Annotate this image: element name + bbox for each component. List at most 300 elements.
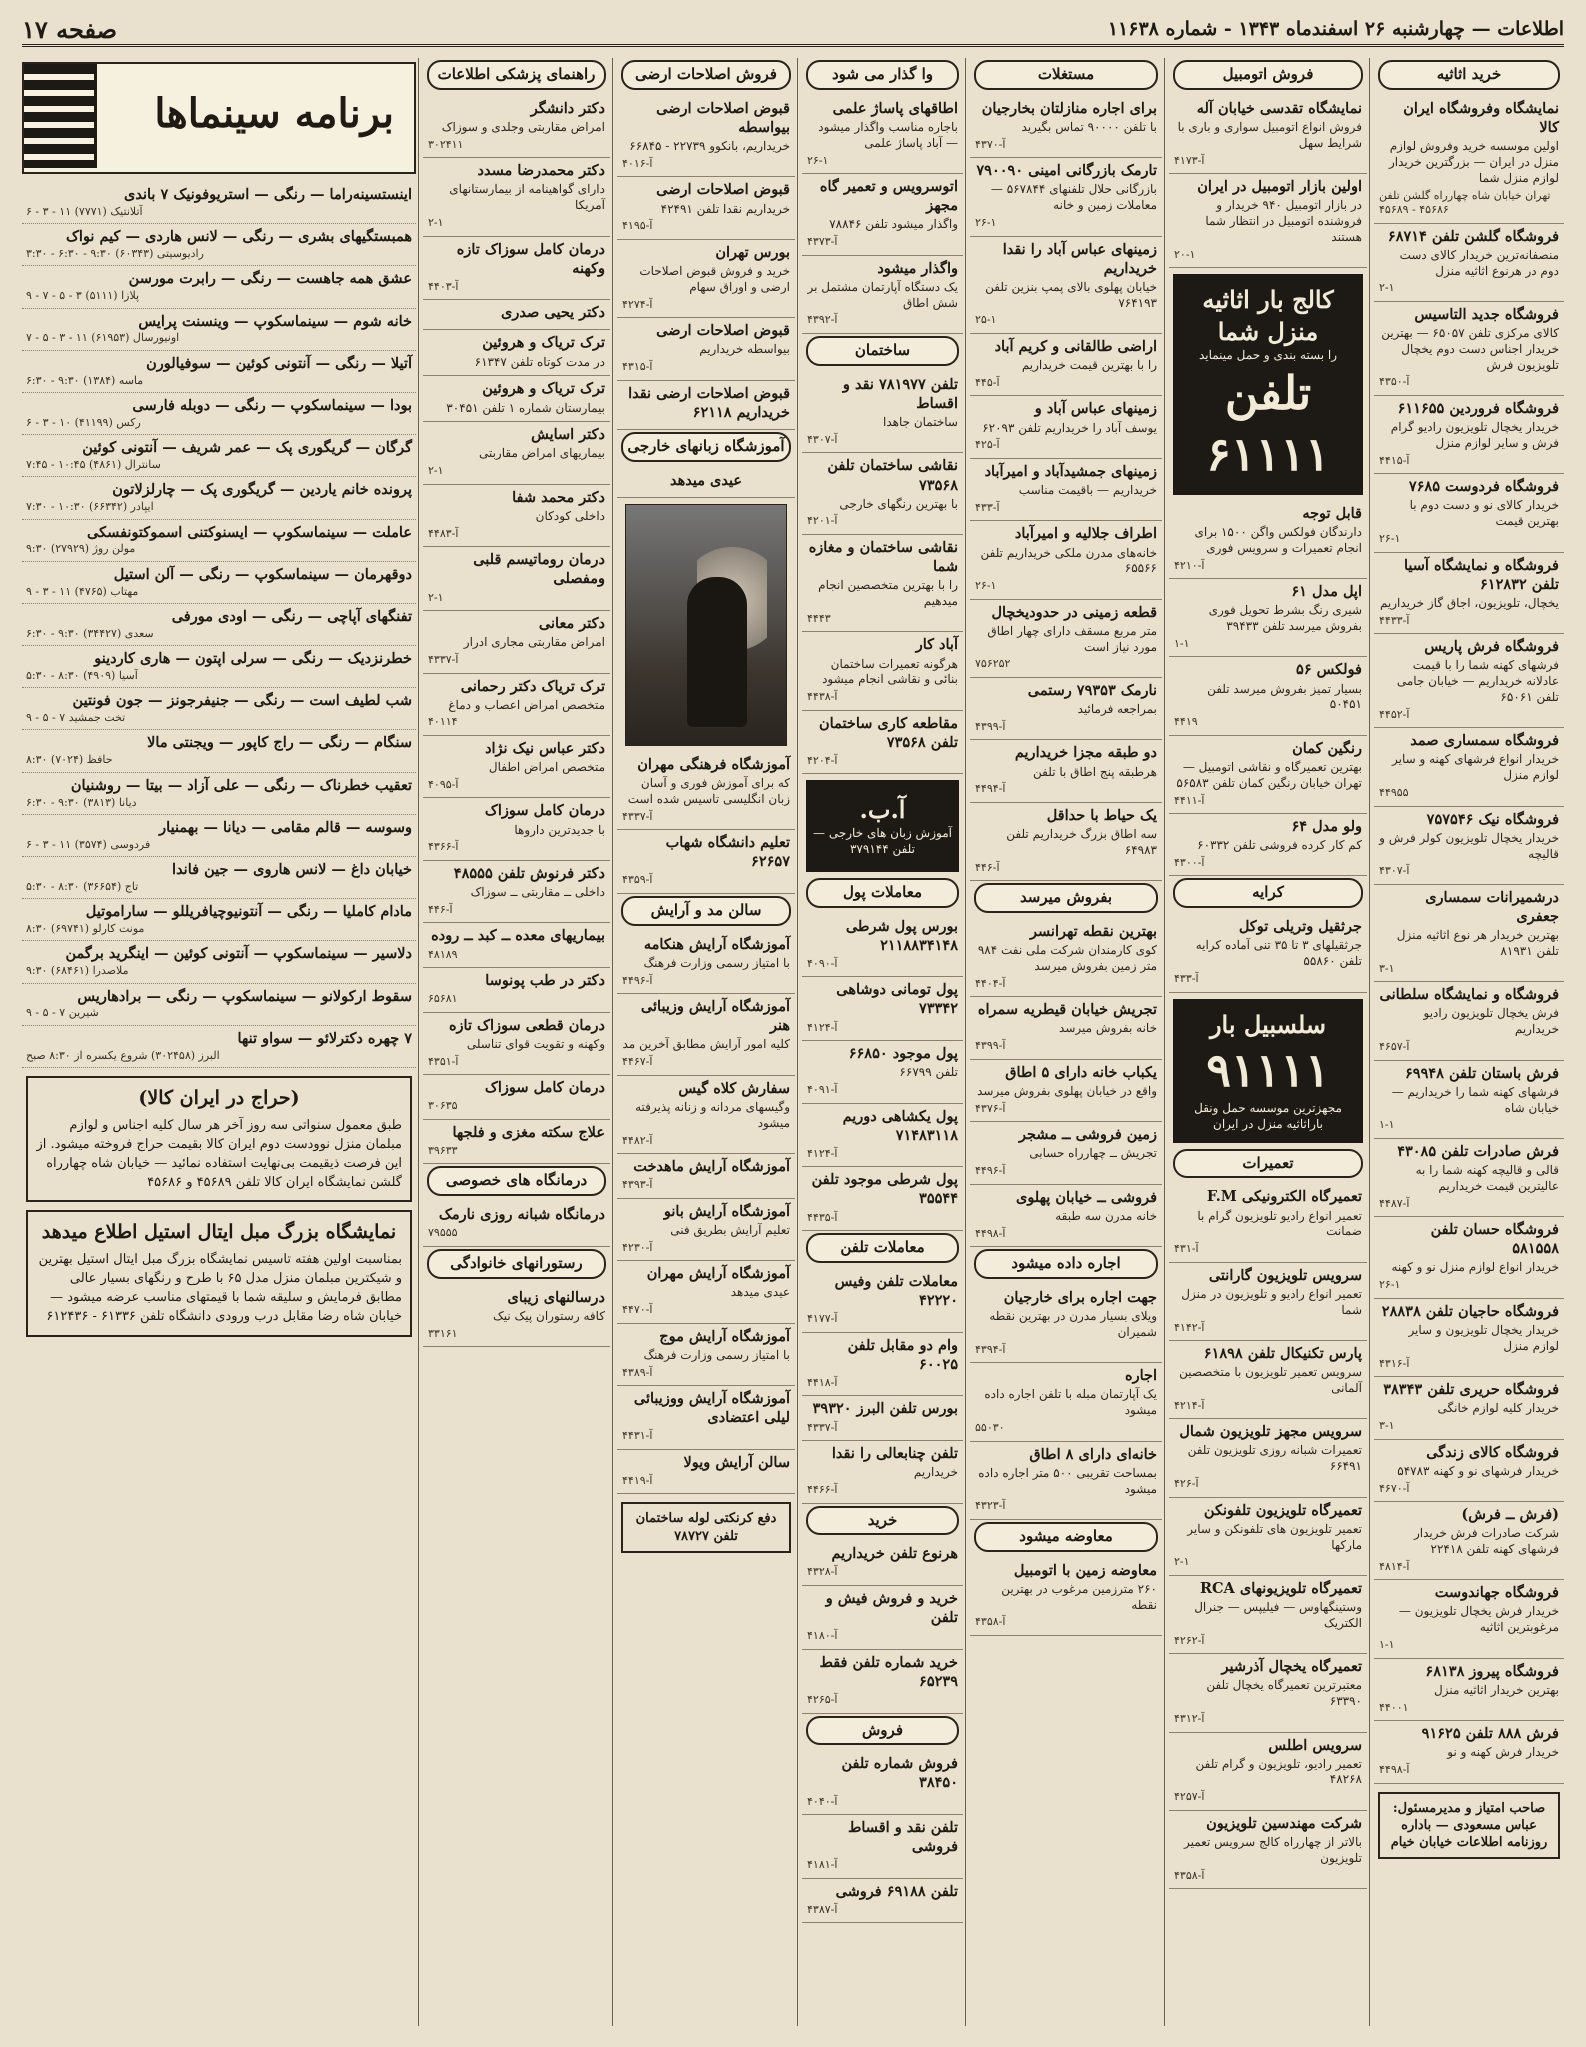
classified-ad xyxy=(1169,1576,1367,1654)
ad-body: بالاتر از چهارراه کالج سرویس تعمیر تلویزیون xyxy=(1183,1834,1362,1865)
ad-title: دکتر معانی xyxy=(538,615,605,633)
ad-body: خریداریم — باقیمت مناسب xyxy=(1018,483,1157,498)
ad-title: فروشگاه جهاندوست xyxy=(1434,1584,1559,1602)
classified-ad xyxy=(802,372,963,454)
ad-title: قابل توجه xyxy=(1302,504,1362,522)
classified-ad xyxy=(617,318,795,380)
classified-ad xyxy=(802,535,963,632)
ad-body: را با بهترین متخصصین انجام میدهیم xyxy=(818,578,958,609)
ad-title: آموزشگاه آرایش وزیبائی هنر xyxy=(640,998,790,1035)
ad-body: بهترین تعمیرگاه و نقاشی اتومبیل — تهران خیابان رنگین کمان تلفن ۵۶۵۸۳ xyxy=(1176,759,1362,790)
classified-ad xyxy=(970,334,1162,396)
classified-ad xyxy=(802,977,963,1041)
ad-title: فروشگاه گلشن تلفن ۶۸۷۱۴ xyxy=(1387,227,1559,245)
classified-ad xyxy=(970,521,1162,599)
ad-title: سالن آرایش ویولا xyxy=(683,1453,790,1471)
ad-list xyxy=(1169,96,1367,268)
film-title: آتیلا — رنگی — آنتونی کوئین — سوفیالورن xyxy=(146,354,412,372)
ad-code: ۴۳۷۶-آ xyxy=(975,1101,1006,1115)
ad-title: سفارش کلاه گیس xyxy=(678,1079,790,1097)
ad-code: ۲۰-۱ xyxy=(1174,247,1196,261)
ad-list xyxy=(970,1285,1162,1520)
ad-title: درشمیرانات سمساری جعفری xyxy=(1425,888,1559,926)
section-header: معاوضه میشود xyxy=(974,1522,1158,1552)
ad-code: ۴۴۹۴-آ xyxy=(975,782,1006,796)
ad-title: یکباب خانه دارای ۵ اطاق xyxy=(1005,1063,1157,1081)
column-cinema xyxy=(22,58,416,2026)
ad-title: فروشگاه فردوست ۷۶۸۵ xyxy=(1408,478,1559,496)
ad-body: هرگونه تعمیرات ساختمان بنائی و نقاشی انجام میشود xyxy=(822,656,958,687)
ad-title: هرنوع تلفن خریداریم xyxy=(831,1545,958,1563)
classified-ad xyxy=(1169,174,1367,268)
ad-body: تعمیرات شبانه روزی تلویزیون تلفن ۶۶۴۹۱ xyxy=(1187,1443,1362,1474)
classified-ad xyxy=(1374,982,1564,1060)
column-rule xyxy=(612,58,613,2026)
ad-body: وکهنه و تقویت قوای تناسلی xyxy=(466,1036,605,1051)
ad-title: فرش باستان تلفن ۶۹۹۴۸ xyxy=(1405,1064,1559,1082)
ad-list xyxy=(423,1202,610,1247)
ad-body: فرشهای کهنه شما را با قیمت عادلانه خریداریم — خیابان جامی تلفن ۶۵۰۶۱ xyxy=(1396,658,1559,704)
ad-title: نمایشگاه وفروشگاه ایران کالا xyxy=(1403,99,1559,136)
ad-code: ۴۰۹۰-آ xyxy=(807,956,838,970)
film-title: خطرنزدیک — رنگی — سرلی اپتون — هاری کاردینو xyxy=(94,650,412,668)
ad-title: پول یکشاهی دوریم ۷۱۴۸۳۱۱۸ xyxy=(842,1107,958,1144)
ad-list xyxy=(802,1541,963,1713)
classified-ad xyxy=(1374,1580,1564,1658)
section-header: راهنمای پزشکی اطلاعات xyxy=(427,60,606,90)
ad-body: امراض مقاربتی وجلدی و سوزاک xyxy=(441,119,605,134)
film-listing xyxy=(22,730,416,772)
classified-ad xyxy=(1169,1498,1367,1576)
cinema-banner xyxy=(22,62,416,174)
ad-body: تعلیم آرایش بطریق فنی xyxy=(670,1222,790,1237)
ad-code: ۲۶-۱ xyxy=(807,153,829,167)
ad-title: اپل مدل ۶۱ xyxy=(1291,583,1362,601)
classified-ad xyxy=(802,1815,963,1879)
classified-ad xyxy=(802,1541,963,1586)
classified-ad xyxy=(423,736,610,798)
ad-title: قبوض اصلاحات ارضی xyxy=(656,181,790,199)
ad-title: تارمک بازرگانی امینی ۷۹۰۰۹۰ xyxy=(976,162,1157,180)
ad-title: تلفن چنابعالی را نقدا xyxy=(831,1445,958,1463)
ad-list xyxy=(1169,1184,1367,1889)
classified-ad xyxy=(1374,474,1564,552)
classified-ad xyxy=(423,1013,610,1075)
ad-title: نقاشی ساختمان و مغازه شما xyxy=(808,538,958,576)
ad-title: ترک تریاک و هروئین xyxy=(482,380,605,398)
ad-subline: آموزش زبان های خارجی — تلفن ۳۷۹۱۴۴ xyxy=(813,826,952,856)
ad-code: ۴۱۲۴-آ xyxy=(807,1020,838,1034)
ad-title: ترک تریاک و هروئین xyxy=(482,334,605,352)
film-theater-times: رکس (۴۱۱۹۹) ۱۰ - ۳ - ۶ xyxy=(26,415,141,429)
film-title: ۷ چهره دکترلائو — سواو تنها xyxy=(237,1029,412,1047)
classified-ad xyxy=(802,1333,963,1397)
classified-ad xyxy=(802,1104,963,1168)
film-title: سنگام — رنگی — راج کاپور — ویجنتی مالا xyxy=(147,734,412,752)
classified-ad xyxy=(802,632,963,710)
classified-ad xyxy=(802,1650,963,1714)
ad-code: ۲۶-۱ xyxy=(975,216,997,230)
film-title: دلاسیر — سینماسکوپ — آنتونی کوئین — اینگرید برگمن xyxy=(65,945,412,963)
ad-code: ۴۸۱۴-آ xyxy=(1379,1559,1410,1573)
ad-code: ۴۴۸۷-آ xyxy=(1379,1196,1410,1210)
ad-list xyxy=(802,1751,963,1923)
cinema-banner-title: برنامه سینماها xyxy=(154,90,394,137)
classified-ad xyxy=(802,96,963,174)
film-listing xyxy=(22,562,416,604)
salsabil-bar-ad xyxy=(1173,999,1363,1143)
ad-list xyxy=(617,752,795,894)
ad-phone: ۹۱۱۱۱ xyxy=(1206,1043,1330,1098)
classified-ad xyxy=(802,1167,963,1231)
ad-code: ۴۱۷۷-آ xyxy=(807,1312,838,1326)
film-title: عاملت — سینماسکوپ — ایسنوکتنی اسموکتونفسکی xyxy=(87,523,412,541)
ad-code: ۴۳۱۵-آ xyxy=(622,360,653,374)
classified-ad xyxy=(1169,501,1367,579)
film-listing xyxy=(22,604,416,646)
section-header: اجاره داده میشود xyxy=(974,1249,1158,1279)
classified-ad xyxy=(970,740,1162,802)
column-land-beauty xyxy=(617,58,795,2026)
ad-code: ۴۴۹۶-آ xyxy=(622,973,653,987)
classified-ad xyxy=(1169,1654,1367,1732)
classified-ad xyxy=(617,1324,795,1386)
classified-ad xyxy=(1374,1377,1564,1439)
ad-title: پول شرطی موجود تلفن ۳۵۵۴۴ xyxy=(811,1171,958,1208)
classified-ad xyxy=(970,678,1162,740)
ad-code: ۴۰۹۱-آ xyxy=(807,1083,838,1097)
column-medical xyxy=(423,58,610,2026)
classified-ad xyxy=(1169,96,1367,174)
column-buying xyxy=(1374,58,1564,2026)
ad-code: ۴۴۹۵۵ xyxy=(1379,786,1409,800)
ad-code: ۴۳۶۶-آ xyxy=(428,840,459,854)
ad-code: تهران خیابان شاه چهارراه گلشن تلفن ۴۵۶۸۶ - ۴۵۶۸۹ xyxy=(1379,188,1551,217)
ad-code: ۲۶-۱ xyxy=(1379,1278,1401,1292)
classified-ad xyxy=(617,1199,795,1261)
ad-body: خانه‌های مدرن ملکی خریداریم تلفن ۶۵۵۶۶ xyxy=(980,545,1157,576)
classified-ad xyxy=(423,300,610,330)
ad-title: زمین فروشی ــ مشجر xyxy=(1018,1126,1157,1144)
classified-ad xyxy=(423,968,610,1013)
ad-code: ۴۰۹۵-آ xyxy=(428,777,459,791)
ad-title: خرید و فروش فیش و تلفن xyxy=(825,1589,958,1627)
classified-ad xyxy=(617,1386,795,1450)
ad-code: ۴۱۷۳-آ xyxy=(1174,153,1205,167)
ad-body: خریدار فرش کهنه و نو xyxy=(1447,1745,1559,1760)
classified-ad xyxy=(423,1120,610,1165)
ad-code: ۴۳۹۲-آ xyxy=(807,313,838,327)
ad-code: ۴۴۹۸-آ xyxy=(1379,1763,1410,1777)
film-title: تفنگهای آپاچی — رنگی — اودی مورفی xyxy=(171,607,412,625)
classified-ad xyxy=(802,1396,963,1441)
ad-title: تلفن نقد و اقساط فروشی xyxy=(847,1819,958,1856)
film-theater-times: سانترال (۴۸۶۱) ۱۰:۴۵ - ۷:۴۵ xyxy=(26,458,161,472)
classified-ad xyxy=(423,422,610,484)
ad-body: باجاره مناسب واگذار میشود — آباد پاساژ علمی xyxy=(818,119,958,150)
ad-title: دکتر دانشگر xyxy=(530,99,605,117)
ad-title: فروشگاه کالای زندگی xyxy=(1426,1443,1559,1461)
ad-body: بهترین خریدار اثاثیه منزل xyxy=(1434,1682,1559,1697)
ad-code: ۳۹۶۳۳ xyxy=(428,1143,458,1157)
classified-ad xyxy=(802,914,963,978)
ad-title: فروشی ــ خیابان پهلوی xyxy=(1015,1188,1157,1206)
ad-title: واگذار میشود xyxy=(877,259,958,277)
classified-ad xyxy=(423,798,610,860)
ad-body: یوسف آباد را خریداریم تلفن ۶۲۰۹۳ xyxy=(982,420,1157,435)
classified-ad xyxy=(423,158,610,236)
ad-body: خریدار یخچال تلویزیون رادیو گرام فرش و سایر لوازم منزل xyxy=(1390,420,1559,450)
ad-code: ۱-۱ xyxy=(1379,1118,1395,1132)
film-listings xyxy=(22,182,416,1068)
ad-code: ۴۲۰۴-آ xyxy=(807,753,838,767)
classified-ad xyxy=(1169,657,1367,735)
column-cars-repairs xyxy=(1169,58,1367,2026)
film-theater-times: مونت کارلو (۶۹۷۴۱) ۸:۳۰ xyxy=(26,922,145,936)
classified-ad xyxy=(1374,396,1564,474)
ad-title: بهترین نقطه تهرانسر xyxy=(1029,923,1157,941)
ad-code: ۶۵۶۸۱ xyxy=(428,992,458,1006)
classified-ad xyxy=(970,803,1162,881)
ad-body: جرثقیلهای ۳ تا ۳۵ تنی آماده کرایه تلفن ۵۵۸۶۰ xyxy=(1195,938,1362,969)
ad-title: ترک تریاک دکتر رحمانی xyxy=(460,677,605,695)
classified-ad xyxy=(802,711,963,775)
ad-title: درسالنهای زیبای xyxy=(507,1288,605,1306)
ad-code: ۴۱۸۰-آ xyxy=(807,1629,838,1643)
ad-code: ۴۳۸۷-آ xyxy=(807,1902,838,1916)
ad-code: ۴۴۵-آ xyxy=(975,375,1000,389)
ad-title: زمینهای عباس آباد و xyxy=(1034,400,1157,418)
ad-title: فرش صادرات تلفن ۴۳۰۸۵ xyxy=(1397,1142,1559,1160)
ad-title: آموزشگاه آرایش بانو xyxy=(663,1202,790,1220)
ad-title: جرثقیل وتریلی توکل xyxy=(1238,918,1362,936)
ad-code: ۴۳۹۴-آ xyxy=(975,1342,1006,1356)
classified-ad xyxy=(1169,1733,1367,1811)
section-header: سالن مد و آرایش xyxy=(621,896,791,926)
classified-ad xyxy=(1374,1217,1564,1299)
ad-code: ۴۳۱۶-آ xyxy=(1379,1356,1410,1370)
ad-code: ۴۱۴۲-آ xyxy=(1174,1320,1205,1334)
film-theater-times: آسیا (۴۹۰۹) ۸:۳۰ - ۵:۳۰ xyxy=(26,668,138,682)
ad-body: فرشهای کهنه شما را خریداریم — خیابان شاه xyxy=(1391,1084,1559,1115)
section-header: تعمیرات xyxy=(1173,1149,1363,1179)
ad-code: ۴۳۰۰-آ xyxy=(1174,855,1205,869)
ad-title: آموزشگاه آرایش ماهدخت xyxy=(633,1158,790,1176)
ad-title: فروشگاه پیروز ۶۸۱۳۸ xyxy=(1425,1662,1559,1680)
ad-body: شرکت صادرات فرش خریدار فرشهای کهنه تلفن ۲۲۴۱۸ xyxy=(1413,1526,1559,1556)
ad-code: ۴۴۴۳ xyxy=(807,611,831,625)
ad-title: دکتر محمد شفا xyxy=(512,488,605,506)
classified-ad xyxy=(970,1558,1162,1636)
classified-ad xyxy=(1169,736,1367,814)
ad-title: تلفن ۷۸۱۹۷۷ نقد و اقساط xyxy=(842,375,958,412)
ad-code: ۴۴۰۳-آ xyxy=(428,279,459,293)
ad-body: خریداریم xyxy=(913,1465,958,1480)
newspaper-page xyxy=(22,14,1564,2034)
film-title: تعقیب خطرناک — رنگی — علی آزاد — بیتا — روشنیان xyxy=(70,776,412,794)
ad-title: بورس تهران xyxy=(715,243,790,261)
ad-title: وام دو مقابل تلفن ۶۰۰۲۵ xyxy=(847,1336,958,1373)
ad-body: قالی و قالیچه کهنه شما را به عالیترین قیمت خریداریم xyxy=(1415,1163,1559,1193)
ad-code: ۴۴۱۵-آ xyxy=(1379,453,1410,467)
ad-title: اجاره xyxy=(1124,1367,1157,1385)
film-listing xyxy=(22,520,416,562)
ad-code: ۴۲۶۲-آ xyxy=(1174,1633,1205,1647)
ad-title: فروشگاه حریری تلفن ۳۸۳۴۳ xyxy=(1383,1381,1559,1399)
ad-title: تعمیرگاه تلویزیون تلفونکن xyxy=(1203,1501,1362,1519)
classified-ad xyxy=(1169,1184,1367,1262)
ad-body: فروش انواع اتومبیل سواری و باری با شرایط سهل xyxy=(1177,119,1362,150)
ad-list xyxy=(1169,914,1367,992)
classified-ad xyxy=(802,1879,963,1924)
ad-title: دو طبقه مجزا خریداریم xyxy=(1014,744,1157,762)
classified-ad xyxy=(1374,1299,1564,1377)
ad-title: تعمیرگاه یخچال آذرشیر xyxy=(1221,1658,1362,1676)
film-theater-times: شیرین ۷ - ۵ - ۹ xyxy=(26,1006,99,1020)
ad-title: دکتر در طب پونوسا xyxy=(485,972,605,990)
ad-title: دکتر فرنوش تلفن ۴۸۵۵۵ xyxy=(453,864,605,882)
ad-body: تعمیر رادیو، تلویزیون و گرام تلفن ۴۸۲۶۸ xyxy=(1195,1756,1362,1787)
ad-title: نارمک ۷۹۳۵۳ رستمی xyxy=(1027,681,1157,699)
ad-body: وگیسهای مردانه و زنانه پذیرفته میشود xyxy=(635,1099,790,1130)
film-listing xyxy=(22,266,416,308)
ad-title: دکتر محمدرضا مسدد xyxy=(477,162,605,180)
classified-ad xyxy=(423,1285,610,1347)
classified-ad xyxy=(1374,1139,1564,1217)
language-school-ad xyxy=(806,780,959,871)
ad-code: ۴۳۹۹-آ xyxy=(975,1039,1006,1053)
ad-code: ۳-۱ xyxy=(1379,1419,1395,1433)
ad-title: بیماریهای معده ــ کبد ــ روده xyxy=(431,927,605,945)
ad-body: در بازار اتومبیل ۹۴۰ خریدار و فروشنده اتومبیل در انتظار شما هستند xyxy=(1205,198,1362,244)
classified-ad xyxy=(423,96,610,158)
ad-code: ۴۲۶-آ xyxy=(1174,1477,1199,1491)
ad-body: بسیار تمیز بفروش میرسد تلفن ۵۰۴۵۱ xyxy=(1207,681,1362,712)
section-header: معاملات تلفن xyxy=(806,1233,959,1263)
ad-body: بمناسبت اولین هفته تاسیس نمایشگاه بزرگ مبل ایتال استیل بهترین و شیکترین مبلمان منزل مدل ۶۵ با طرح و رنگهای بسیار عالی مطابق فرمایش و سلیقه شما با قیمتهای مناسب عرضه میشود — خیابان شاه رضا مقابل درب ورودی دانشگاه تلفن ۶۱۳۳۶ - ۶۱۲۴۳۶ xyxy=(38,1252,402,1324)
ad-body: را با بهترین قیمت خریداریم xyxy=(1021,358,1157,373)
ad-code: ۴۲۵۷-آ xyxy=(1174,1790,1205,1804)
ad-body: بهترین خریدار هر نوع اثاثیه منزل تلفن ۸۱۹۳۱ xyxy=(1396,928,1559,958)
ad-title: فروشگاه و نمایشگاه آسیا تلفن ۶۱۲۸۳۲ xyxy=(1403,556,1559,593)
ad-code: ۴۴۳۸-آ xyxy=(807,690,838,704)
ad-code: ۴۱۲۴-آ xyxy=(807,1146,838,1160)
ad-body: تعمیر انواع رادیو تلویزیون گرام با ضمانت xyxy=(1197,1208,1362,1239)
ad-code: ۴۱۸۱-آ xyxy=(807,1858,838,1872)
ad-title: دکتر عباس نیک نژاد xyxy=(485,740,605,757)
ad-title: درمان کامل سوزاک تازه وکهنه xyxy=(456,240,605,277)
ad-code: ۴۴۰۴-آ xyxy=(975,976,1006,990)
ad-code: ۴۳۳-آ xyxy=(975,500,1000,514)
film-title: سقوط ارکولانو — سینماسکوپ — رنگی — برادهاریس xyxy=(77,987,412,1005)
film-listing xyxy=(22,477,416,519)
classified-ad xyxy=(1374,224,1564,302)
classified-ad xyxy=(617,1261,795,1323)
ad-phone: تلفن ۶۱۱۱۱ xyxy=(1206,366,1330,482)
ad-code: ۴۴۹۶-آ xyxy=(975,1164,1006,1178)
ad-title: فروشگاه حاجیان تلفن ۲۸۸۳۸ xyxy=(1381,1302,1559,1320)
ad-code: ۴۴۶۶-آ xyxy=(807,1483,838,1497)
ad-code: ۱-۱ xyxy=(1379,1638,1395,1652)
ad-code: ۴۳۱۲-آ xyxy=(1174,1711,1205,1725)
film-listing xyxy=(22,646,416,688)
ad-body: تعمیر تلویزیون های تلفونکن و سایر مارکها xyxy=(1187,1521,1362,1552)
ad-title: فروشگاه فروردین ۶۱۱۶۵۵ xyxy=(1397,399,1559,417)
ad-code: ۴۳۷۰-آ xyxy=(975,137,1006,151)
film-listing xyxy=(22,351,416,393)
ad-code: ۴۴۱۸-آ xyxy=(807,1375,838,1389)
ad-body: بازرگانی حلال تلفنهای ۵۶۷۸۴۴ — معاملات زمین و خانه xyxy=(990,182,1157,213)
classified-ad xyxy=(617,240,795,318)
classified-ad xyxy=(970,459,1162,521)
section-header: مستغلات xyxy=(974,60,1158,90)
ad-title: بورس پول شرطی ۲۱۱۸۸۳۴۱۴۸ xyxy=(845,917,958,954)
ad-title: یک حیاط با حداقل xyxy=(1046,806,1157,824)
classified-ad xyxy=(617,752,795,830)
ad-list xyxy=(970,919,1162,1247)
ad-body: خانه مدرن سه طبقه xyxy=(1055,1208,1157,1223)
ad-title: فروشگاه فرش پاریس xyxy=(1424,638,1559,656)
ad-code: ۴۳۵۸-آ xyxy=(1174,1868,1205,1882)
ad-title: درمان روماتیسم قلبی ومفصلی xyxy=(473,551,605,588)
film-title: عشق همه جاهست — رنگی — رابرت مورسن xyxy=(128,270,412,288)
ad-body: با امتیاز رسمی وزارت فرهنگ xyxy=(643,955,790,970)
ad-body: با بهترین رنگهای خارجی xyxy=(839,496,958,511)
section-header: درمانگاه های خصوصی xyxy=(427,1166,606,1196)
ad-title: معاملات تلفن وفیس ۴۲۲۲۰ xyxy=(834,1272,958,1310)
ad-code: ۴۴۶۷-آ xyxy=(622,1055,653,1069)
film-theater-times: دیانا (۳۸۱۳) ۹:۳۰ - ۶:۳۰ xyxy=(26,795,137,809)
film-listing xyxy=(22,688,416,730)
ad-title: برای اجاره منازلتان بخارجیان xyxy=(981,99,1157,117)
ad-body: بمراجعه فرمائید xyxy=(1077,702,1157,717)
ad-title: زمینهای جمشیدآباد و امیرآباد xyxy=(984,462,1157,480)
ad-title: فولکس ۵۶ xyxy=(1296,661,1362,679)
classified-ad xyxy=(970,158,1162,236)
ad-title: سرویس اطلس xyxy=(1268,1736,1362,1754)
ad-body: خریدار انواع لوازم منزل نو و کهنه xyxy=(1391,1260,1559,1275)
film-theater-times: آتلانتیک (۷۷۷۱) ۱۱ - ۳ - ۶ xyxy=(26,204,143,218)
ad-code: ۴۴۱۱-آ xyxy=(1174,793,1205,807)
ad-list xyxy=(617,96,795,430)
ad-title: نمایشگاه تقدسی خیابان آله xyxy=(1196,99,1362,117)
ad-list xyxy=(970,1558,1162,1636)
ad-code: ۴۴۳۳-آ xyxy=(1379,613,1410,627)
ad-body: با تلفن ۹۰۰۰۰ تماس بگیرید xyxy=(1021,119,1157,134)
film-theater-times: ملاصدرا (۶۸۴۶۱) ۹:۳۰ xyxy=(26,964,129,978)
ad-code: ۴۳۹۳-آ xyxy=(622,1178,653,1192)
ad-subline: را بسته بندی و حمل مینماید xyxy=(1198,347,1338,362)
ad-code: ۴۲۰۱-آ xyxy=(807,514,838,528)
woman-figure-image xyxy=(687,577,747,727)
classified-ad xyxy=(423,1202,610,1247)
iran-kala-sale-ad xyxy=(26,1076,412,1202)
ad-body: کوی کارمندان شرکت ملی نفت ۹۸۴ متر زمین بفروش میرسد xyxy=(977,943,1157,973)
classified-ad xyxy=(617,381,795,430)
ad-title: آموزشگاه آرایش ووزیبائی لیلی اعتضادی xyxy=(633,1390,790,1427)
ad-title: فرش ۸۸۸ تلفن ۹۱۶۲۵ xyxy=(1421,1725,1559,1743)
ad-title: نقاشی ساختمان تلفن ۷۳۵۶۸ xyxy=(827,457,958,494)
ad-body: خریدار یخچال تلویزیون کولر فرش و قالیچه xyxy=(1379,830,1559,861)
ad-code: ۴۳۰۷-آ xyxy=(807,432,838,446)
ad-body: معتبرترین تعمیرگاه یخچال تلفن ۶۳۳۹۰ xyxy=(1206,1678,1362,1709)
ad-body: خریدار کالای نو و دست دوم با بهترین قیمت xyxy=(1409,498,1559,529)
ad-code: ۷۹۵۵۵ xyxy=(428,1226,458,1240)
classified-ad xyxy=(1374,1440,1564,1502)
section-header: ساختمان xyxy=(806,336,959,366)
section-header: کرایه xyxy=(1173,878,1363,908)
ad-title: تجریش خیابان قیطریه سمراه xyxy=(977,1001,1157,1019)
